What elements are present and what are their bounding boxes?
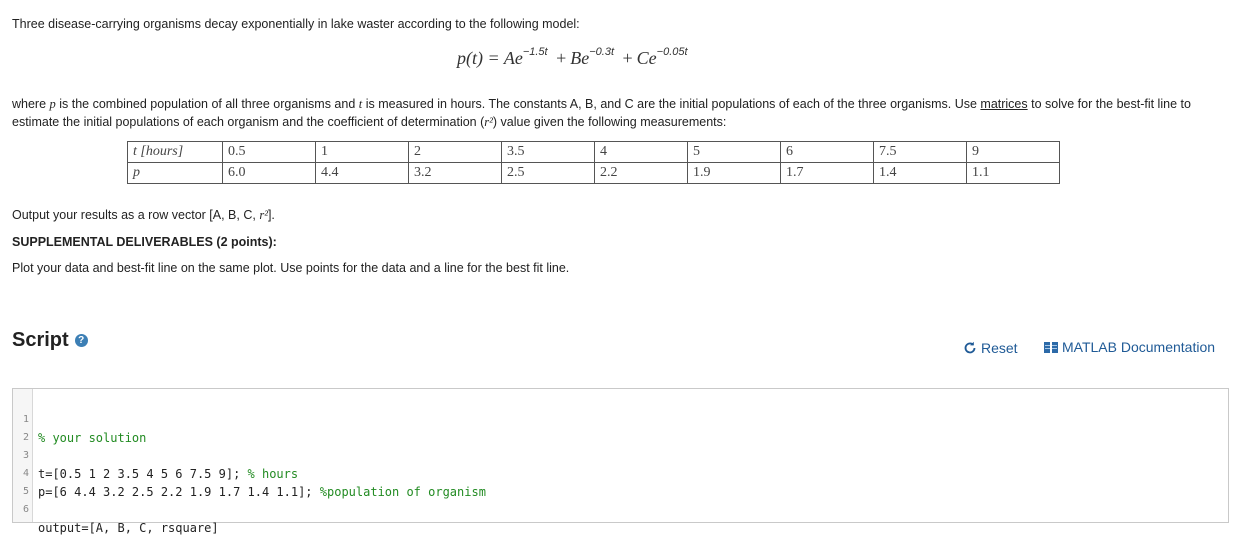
code-text bbox=[38, 483, 486, 501]
doc-label: MATLAB Documentation bbox=[1062, 339, 1216, 355]
t-cell: 2 bbox=[409, 142, 502, 163]
t-cell: 0.5 bbox=[223, 142, 316, 163]
p-cell: 2.5 bbox=[502, 163, 595, 184]
equation-lhs: p(t) = bbox=[457, 48, 500, 68]
help-icon[interactable]: ? bbox=[75, 334, 88, 347]
code-part: p=[6 4.4 3.2 2.5 2.2 1.9 1.7 1.4 1.1]; bbox=[38, 485, 320, 499]
refresh-icon bbox=[963, 341, 977, 355]
equation-exp-c: −0.05t bbox=[656, 46, 688, 58]
code-comment: % your solution bbox=[38, 431, 147, 445]
var-t: t bbox=[358, 97, 363, 111]
line-number: 6 bbox=[22, 504, 29, 515]
equation-term-c: Ce bbox=[636, 48, 657, 68]
problem-paragraph bbox=[12, 95, 1222, 131]
plot-instructions: Plot your data and best-fit line on the same plot. Use points for the data and a line for the best fit line. bbox=[12, 261, 570, 275]
matlab-documentation-link[interactable] bbox=[1044, 339, 1215, 355]
reset-label: Reset bbox=[981, 340, 1018, 356]
line-number: 1 bbox=[22, 414, 29, 425]
p-cell: 1.4 bbox=[874, 163, 967, 184]
measurements-table bbox=[127, 141, 1060, 184]
script-heading bbox=[12, 329, 88, 352]
t-cell: 7.5 bbox=[874, 142, 967, 163]
p-cell: 1.9 bbox=[688, 163, 781, 184]
t-cell: 1 bbox=[316, 142, 409, 163]
equation-term-b: Be bbox=[570, 48, 590, 68]
code-line[interactable] bbox=[13, 393, 147, 445]
matrices-link[interactable]: matrices bbox=[980, 97, 1028, 111]
table-row-t bbox=[128, 142, 1060, 163]
intro-text: Three disease-carrying organisms decay exponentially in lake waster according to the following model: bbox=[12, 17, 580, 31]
equation-exp-b: −0.3t bbox=[589, 46, 615, 58]
p-cell: 3.2 bbox=[409, 163, 502, 184]
table-row-p bbox=[128, 163, 1060, 184]
script-title: Script bbox=[12, 329, 69, 351]
code-text bbox=[38, 519, 219, 537]
code-line[interactable] bbox=[13, 411, 42, 443]
code-editor[interactable] bbox=[12, 388, 1229, 535]
t-header: t [hours] bbox=[128, 142, 223, 163]
line-number: 3 bbox=[22, 450, 29, 461]
var-p: p bbox=[49, 97, 56, 111]
equation-term-a: Ae bbox=[503, 48, 523, 68]
equation-exp-a: −1.5t bbox=[522, 46, 548, 58]
model-equation bbox=[457, 48, 688, 69]
plus-sign: + bbox=[556, 48, 567, 68]
t-cell: 6 bbox=[781, 142, 874, 163]
r-squared: r² bbox=[259, 208, 268, 222]
code-text bbox=[38, 429, 146, 447]
p-cell: 6.0 bbox=[223, 163, 316, 184]
r-squared: r² bbox=[484, 115, 493, 129]
t-cell: 3.5 bbox=[502, 142, 595, 163]
p-cell: 1.7 bbox=[781, 163, 874, 184]
line-number: 5 bbox=[22, 486, 29, 497]
output-text: Output your results as a row vector [A, B, C, bbox=[12, 208, 260, 222]
p-cell: 4.4 bbox=[316, 163, 409, 184]
output-instructions bbox=[12, 208, 275, 223]
p-cell: 2.2 bbox=[595, 163, 688, 184]
code-part: t=[0.5 1 2 3.5 4 5 6 7.5 9]; bbox=[38, 467, 248, 481]
t-cell: 4 bbox=[595, 142, 688, 163]
t-cell: 5 bbox=[688, 142, 781, 163]
line-number: 2 bbox=[22, 432, 29, 443]
para-text: is measured in hours. The constants A, B, and C are the initial populations of each of the three organisms. Use bbox=[362, 97, 981, 111]
para-text: is the combined population of all three organisms and bbox=[55, 97, 359, 111]
code-comment: %population of organism bbox=[319, 485, 486, 499]
t-cell: 9 bbox=[967, 142, 1060, 163]
line-number: 4 bbox=[22, 468, 29, 479]
para-text: ) value given the following measurements: bbox=[492, 115, 727, 129]
code-comment: % hours bbox=[247, 467, 299, 481]
p-header: p bbox=[128, 163, 223, 184]
p-cell: 1.1 bbox=[967, 163, 1060, 184]
para-text: to solve for the best-fit line to estimate the initial populations of each organism and the coefficient of determination ( bbox=[12, 97, 1191, 129]
output-text: ]. bbox=[267, 208, 275, 222]
supplemental-heading: SUPPLEMENTAL DELIVERABLES (2 points): bbox=[12, 235, 277, 249]
reset-button[interactable] bbox=[963, 340, 1018, 356]
book-icon bbox=[1044, 342, 1058, 353]
para-text: where bbox=[12, 97, 50, 111]
code-part: output=[A, B, C, rsquare] bbox=[38, 521, 219, 535]
code-text bbox=[38, 465, 298, 483]
code-line[interactable] bbox=[13, 465, 42, 497]
plus-sign: + bbox=[622, 48, 633, 68]
